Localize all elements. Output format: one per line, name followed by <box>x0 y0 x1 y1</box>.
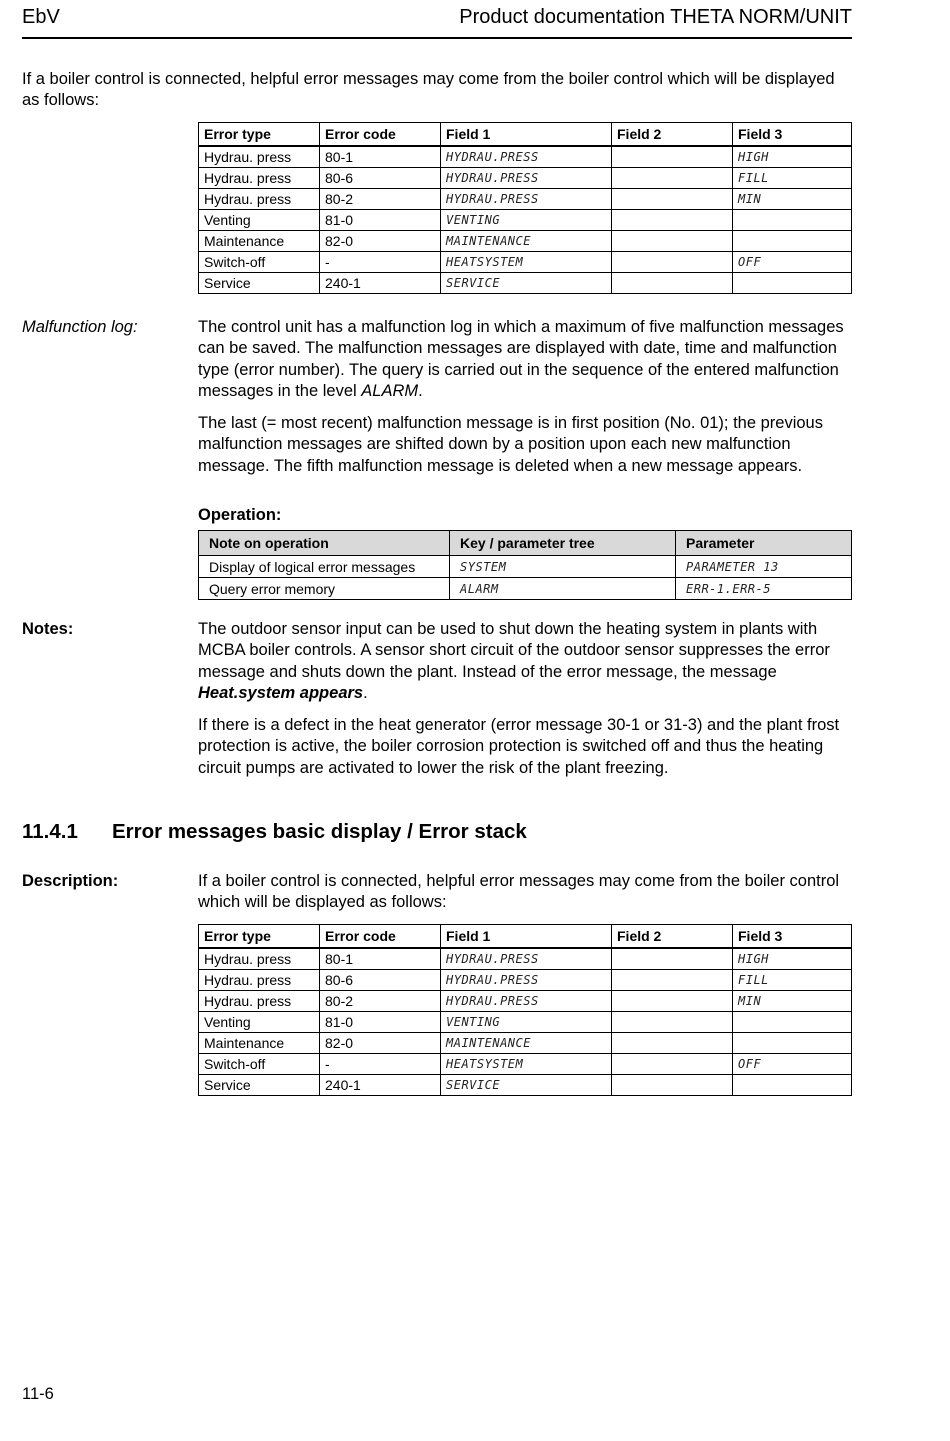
error-type-cell: Hydrau. press <box>199 189 320 210</box>
field1-cell: HYDRAU.PRESS <box>441 189 612 210</box>
error-type-cell: Hydrau. press <box>199 991 320 1012</box>
malfunction-paragraph-2: The last (= most recent) malfunction message is in first position (No. 01); the previous malfunction messages are shifted down by a position upon each new malfunction message. The fifth malfunction message is deleted when a new message appears. <box>198 414 823 475</box>
malfunction-text: The control unit has a malfunction log in which a maximum of five malfunction messages can be saved. The malfunction messages are displayed with date, time and malfunction type (error number). The query is carried out in the sequence of the entered malfunction messages in the level <box>198 318 844 400</box>
table-row <box>199 578 852 600</box>
error-code-cell: 240-1 <box>320 273 441 294</box>
error-type-cell: Hydrau. press <box>199 146 320 168</box>
header-title: Product documentation THETA NORM/UNIT <box>459 6 852 28</box>
field2-cell <box>612 991 733 1012</box>
column-header: Field 2 <box>612 123 733 147</box>
field3-cell <box>733 273 852 294</box>
error-code-cell: 81-0 <box>320 210 441 231</box>
table-row <box>199 991 852 1012</box>
field3-cell: FILL <box>733 168 852 189</box>
column-header: Key / parameter tree <box>450 531 676 556</box>
error-type-cell: Maintenance <box>199 231 320 252</box>
field3-cell <box>733 1075 852 1096</box>
error-code-cell: 80-6 <box>320 970 441 991</box>
table-row <box>199 189 852 210</box>
error-code-cell: 240-1 <box>320 1075 441 1096</box>
field3-cell: MIN <box>733 189 852 210</box>
error-type-cell: Switch-off <box>199 252 320 273</box>
error-table-2 <box>198 924 852 1096</box>
column-header: Field 1 <box>441 123 612 147</box>
field2-cell <box>612 252 733 273</box>
error-type-cell: Hydrau. press <box>199 970 320 991</box>
notes-text <box>198 619 852 790</box>
error-code-cell: 82-0 <box>320 231 441 252</box>
field1-cell: HYDRAU.PRESS <box>441 168 612 189</box>
malfunction-log-label: Malfunction log: <box>22 318 138 336</box>
field2-cell <box>612 1075 733 1096</box>
field3-cell: HIGH <box>733 948 852 970</box>
error-code-cell: - <box>320 1054 441 1075</box>
field3-cell: OFF <box>733 1054 852 1075</box>
error-type-cell: Venting <box>199 1012 320 1033</box>
field1-cell: HEATSYSTEM <box>441 1054 612 1075</box>
error-type-cell: Service <box>199 273 320 294</box>
field2-cell <box>612 1012 733 1033</box>
table-row <box>199 252 852 273</box>
field2-cell <box>612 948 733 970</box>
key-cell: SYSTEM <box>450 556 676 578</box>
field2-cell <box>612 1033 733 1054</box>
column-header: Error type <box>199 123 320 147</box>
field3-cell <box>733 231 852 252</box>
error-code-cell: 80-1 <box>320 146 441 168</box>
field3-cell: MIN <box>733 991 852 1012</box>
column-header: Error type <box>199 925 320 949</box>
malfunction-paragraph-1 <box>198 317 852 402</box>
table-row <box>199 273 852 294</box>
field2-cell <box>612 189 733 210</box>
field2-cell <box>612 168 733 189</box>
error-code-cell: 80-2 <box>320 991 441 1012</box>
table-row <box>199 970 852 991</box>
table-row <box>199 146 852 168</box>
error-type-cell: Service <box>199 1075 320 1096</box>
error-type-cell: Hydrau. press <box>199 948 320 970</box>
table-row <box>199 210 852 231</box>
malfunction-log-text <box>198 317 852 488</box>
error-code-cell: 80-6 <box>320 168 441 189</box>
field3-cell <box>733 1033 852 1054</box>
field2-cell <box>612 273 733 294</box>
field2-cell <box>612 146 733 168</box>
field3-cell <box>733 210 852 231</box>
field3-cell: HIGH <box>733 146 852 168</box>
field3-cell: OFF <box>733 252 852 273</box>
error-code-cell: 80-2 <box>320 189 441 210</box>
error-code-cell: 80-1 <box>320 948 441 970</box>
field1-cell: HYDRAU.PRESS <box>441 970 612 991</box>
error-table-header <box>199 925 852 949</box>
error-code-cell: 81-0 <box>320 1012 441 1033</box>
header-rule <box>22 37 852 39</box>
table-row <box>199 1054 852 1075</box>
field2-cell <box>612 231 733 252</box>
field1-cell: HYDRAU.PRESS <box>441 146 612 168</box>
malfunction-text-end: . <box>418 381 423 400</box>
error-code-cell: - <box>320 252 441 273</box>
description-text: If a boiler control is connected, helpful error messages may come from the boiler control which will be displayed as follows: <box>198 872 840 912</box>
field1-cell: HYDRAU.PRESS <box>441 991 612 1012</box>
column-header: Field 3 <box>733 925 852 949</box>
operation-table-header <box>199 531 852 556</box>
section-number: 11.4.1 <box>22 820 78 843</box>
field1-cell: SERVICE <box>441 1075 612 1096</box>
table-row <box>199 1075 852 1096</box>
error-type-cell: Venting <box>199 210 320 231</box>
field1-cell: SERVICE <box>441 273 612 294</box>
operation-title: Operation: <box>198 506 282 524</box>
field1-cell: VENTING <box>441 210 612 231</box>
field2-cell <box>612 210 733 231</box>
note-cell: Query error memory <box>199 578 450 600</box>
column-header: Field 1 <box>441 925 612 949</box>
intro-text: If a boiler control is connected, helpful error messages may come from the boiler control which will be displayed as follows: <box>22 70 835 110</box>
field1-cell: MAINTENANCE <box>441 1033 612 1054</box>
parameter-cell: ERR-1.ERR-5 <box>676 578 852 600</box>
note-cell: Display of logical error messages <box>199 556 450 578</box>
notes-label: Notes: <box>22 620 74 638</box>
field1-cell: HYDRAU.PRESS <box>441 948 612 970</box>
parameter-cell: PARAMETER 13 <box>676 556 852 578</box>
alarm-level-name: ALARM <box>361 381 419 400</box>
column-header: Field 2 <box>612 925 733 949</box>
field2-cell <box>612 1054 733 1075</box>
error-code-cell: 82-0 <box>320 1033 441 1054</box>
operation-table <box>198 530 852 600</box>
header-left: EbV <box>22 6 60 28</box>
column-header: Error code <box>320 123 441 147</box>
column-header: Note on operation <box>199 531 450 556</box>
notes-text-start: The outdoor sensor input can be used to shut down the heating system in plants with MCBA boiler controls. A sensor short circuit of the outdoor sensor suppresses the error message and shuts down the plant. Instead of the error message, the message <box>198 620 830 681</box>
key-cell: ALARM <box>450 578 676 600</box>
table-row <box>199 168 852 189</box>
description-label: Description: <box>22 872 119 890</box>
field3-cell <box>733 1012 852 1033</box>
table-row <box>199 556 852 578</box>
section-title: Error messages basic display / Error stack <box>112 820 527 843</box>
field1-cell: HEATSYSTEM <box>441 252 612 273</box>
error-table <box>198 122 852 294</box>
notes-text-end: . <box>363 683 368 702</box>
table-row <box>199 231 852 252</box>
table-row <box>199 1012 852 1033</box>
notes-paragraph-1 <box>198 619 852 704</box>
heat-system-message: Heat.system appears <box>198 683 364 702</box>
error-type-cell: Maintenance <box>199 1033 320 1054</box>
field1-cell: MAINTENANCE <box>441 231 612 252</box>
table-row <box>199 1033 852 1054</box>
field1-cell: VENTING <box>441 1012 612 1033</box>
column-header: Field 3 <box>733 123 852 147</box>
column-header: Parameter <box>676 531 852 556</box>
table-row <box>199 948 852 970</box>
error-type-cell: Hydrau. press <box>199 168 320 189</box>
notes-paragraph-2: If there is a defect in the heat generator (error message 30-1 or 31-3) and the plant frost protection is active, the boiler corrosion protection is switched off and thus the heating circuit pumps are activated to lower the risk of the plant freezing. <box>198 716 840 777</box>
error-type-cell: Switch-off <box>199 1054 320 1075</box>
field2-cell <box>612 970 733 991</box>
page-number: 11-6 <box>22 1385 54 1403</box>
field3-cell: FILL <box>733 970 852 991</box>
column-header: Error code <box>320 925 441 949</box>
error-table-header <box>199 123 852 147</box>
